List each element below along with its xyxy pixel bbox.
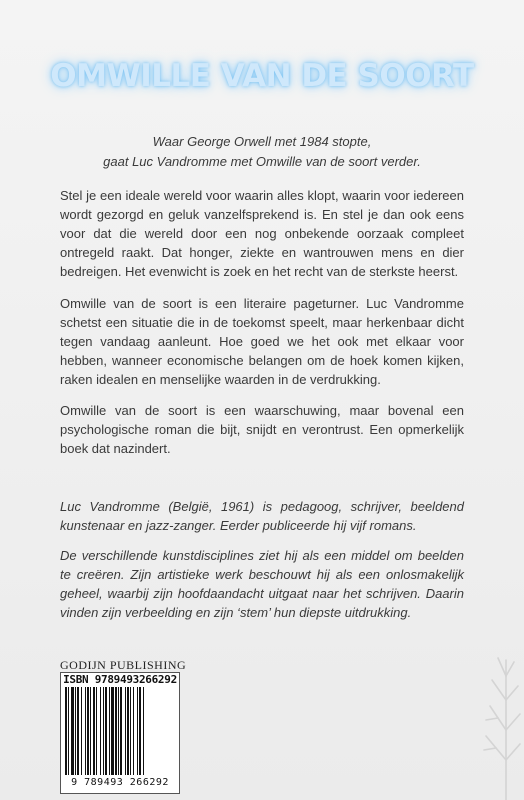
isbn-digits: 9 789493 266292	[71, 777, 169, 788]
author-bio-1: Luc Vandromme (België, 1961) is pedagoog, schrijver, beeldend kunstenaar en jazz-zanger. Eerder publiceerde hij vijf romans.	[60, 499, 464, 533]
isbn-barcode-block	[60, 672, 180, 794]
tree-watermark-icon	[476, 640, 522, 800]
blurb-paragraph-2: Omwille van de soort is een literaire pageturner. Luc Vandromme schetst een situatie die in de toekomst speelt, maar herkenbaar dicht tegen vandaag aanleunt. Hoe goed we het ook met elkaar voor hebben, wanneer economische belangen om de hoek komen kijken, raken idealen en menselijke waarden in de verdrukking.	[60, 296, 464, 387]
intro-line-2: gaat Luc Vandromme met Omwille van de soort verder.	[103, 154, 421, 169]
blurb-paragraph-3: Omwille van de soort is een waarschuwing, maar bovenal een psychologische roman die bijt, snijdt en verontrust. Een opmerkelijk boek dat nazindert.	[60, 403, 464, 456]
publisher-name: GODIJN PUBLISHING	[60, 658, 187, 672]
author-bio-2: De verschillende kunstdisciplines ziet hij als een middel om beelden te creëren. Zijn artistieke werk beschouwt hij als een onlosmakelijk geheel, waarbij zijn hoofdaandacht uitgaat naar het schrijven. Daarin vinden zijn verbeelding en zijn ‘stem’ hun diepste uitdrukking.	[60, 548, 464, 620]
book-title: OMWILLE VAN DE SOORT	[50, 58, 474, 94]
barcode-icon	[65, 687, 175, 777]
intro-line-1: Waar George Orwell met 1984 stopte,	[152, 134, 372, 149]
isbn-label: ISBN 9789493266292	[63, 673, 177, 686]
blurb-paragraph-1: Stel je een ideale wereld voor waarin alles klopt, waarin voor iedereen wordt gezorgd en geluk vanzelfsprekend is. En stel je dan ook eens voor dat die wereld door een nog onbekende oorzaak compleet ontregeld raakt. Dat honger, ziekte en wantrouwen mens en dier bedreigen. Het evenwicht is zoek en het recht van de sterkste heerst.	[60, 188, 464, 279]
intro-quote	[40, 132, 484, 172]
